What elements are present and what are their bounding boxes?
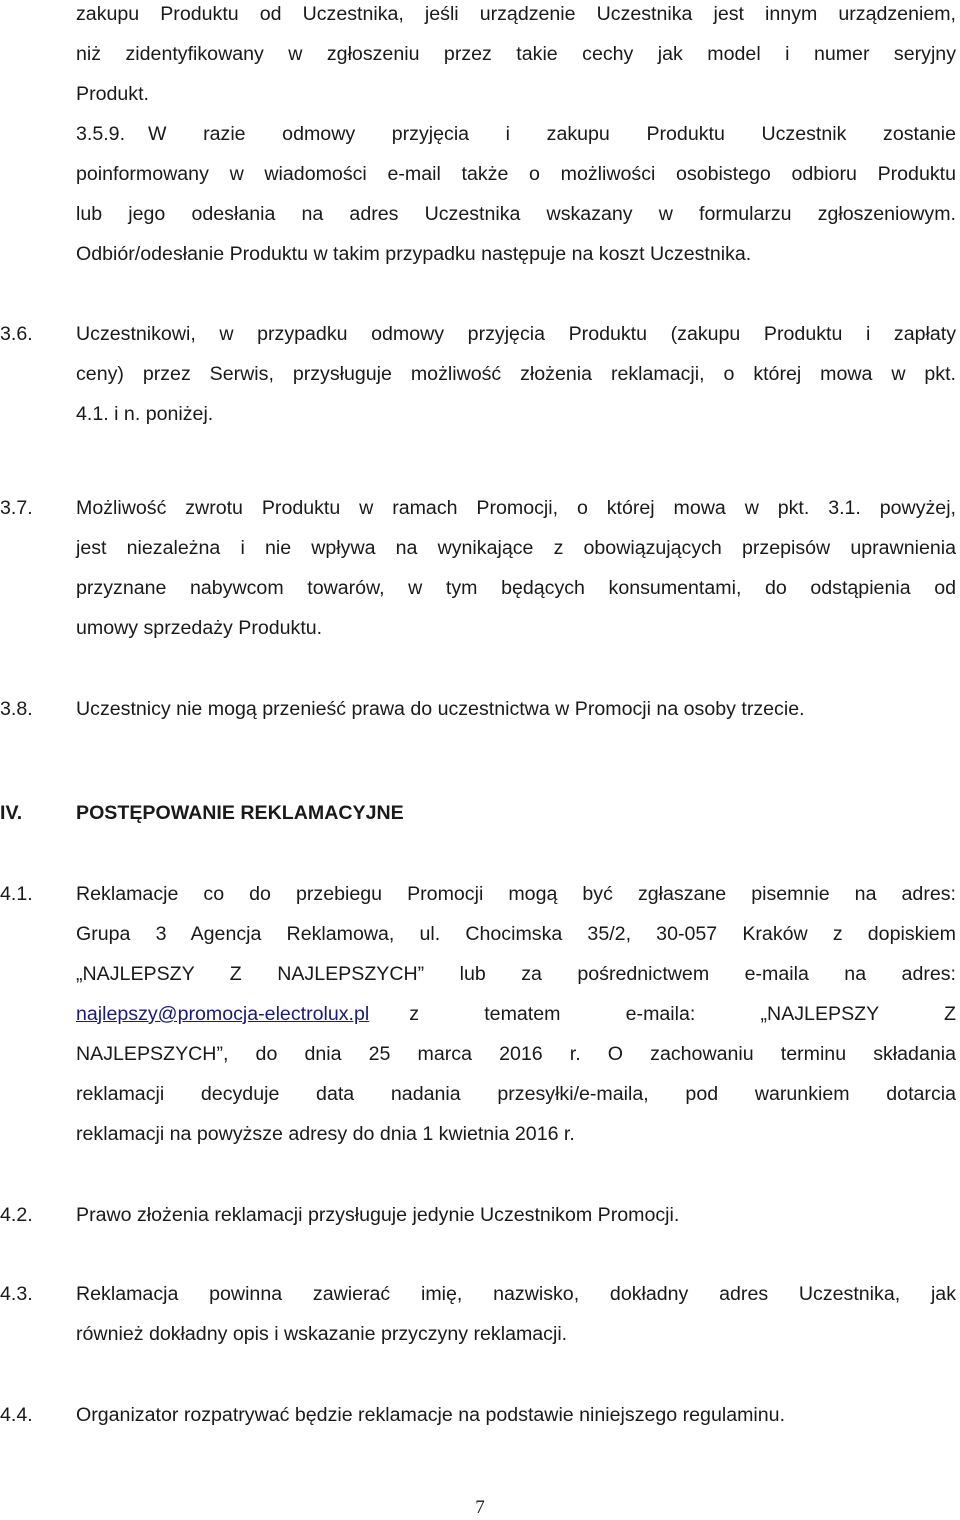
section-number-3-6: 3.6. bbox=[0, 323, 33, 345]
paragraph-line-rest: z tematem e-maila: „NAJLEPSZY Z bbox=[409, 1003, 956, 1025]
paragraph-line: niż zidentyfikowany w zgłoszeniu przez takie cechy jak model i numer seryjny bbox=[76, 43, 956, 65]
paragraph-line: poinformowany w wiadomości e-mail także o możliwości osobistego odbioru Produktu bbox=[76, 163, 956, 185]
paragraph-line: Reklamacja powinna zawierać imię, nazwisko, dokładny adres Uczestnika, jak bbox=[76, 1283, 956, 1305]
paragraph-line: W razie odmowy przyjęcia i zakupu Produktu Uczestnik zostanie bbox=[148, 123, 956, 145]
paragraph-line: jest niezależna i nie wpływa na wynikające z obowiązujących przepisów uprawnienia bbox=[76, 537, 956, 559]
paragraph-line: lub jego odesłania na adres Uczestnika wskazany w formularzu zgłoszeniowym. bbox=[76, 203, 956, 225]
paragraph-line: Możliwość zwrotu Produktu w ramach Promocji, o której mowa w pkt. 3.1. powyżej, bbox=[76, 497, 956, 519]
paragraph-line: Grupa 3 Agencja Reklamowa, ul. Chocimska 35/2, 30-057 Kraków z dopiskiem bbox=[76, 923, 956, 945]
section-heading-number: IV. bbox=[0, 802, 23, 824]
paragraph-line: Organizator rozpatrywać będzie reklamacje na podstawie niniejszego regulaminu. bbox=[76, 1404, 786, 1426]
paragraph-line: umowy sprzedaży Produktu. bbox=[76, 617, 323, 639]
section-number-3-5-9: 3.5.9. bbox=[76, 123, 126, 145]
paragraph-line: Uczestnicy nie mogą przenieść prawa do uczestnictwa w Promocji na osoby trzecie. bbox=[76, 698, 805, 720]
section-heading: POSTĘPOWANIE REKLAMACYJNE bbox=[76, 802, 404, 824]
paragraph-line: „NAJLEPSZY Z NAJLEPSZYCH” lub za pośrednictwem e-maila na adres: bbox=[76, 963, 956, 985]
paragraph-line: Produkt. bbox=[76, 83, 149, 105]
paragraph-line: Odbiór/odesłanie Produktu w takim przypadku następuje na koszt Uczestnika. bbox=[76, 243, 752, 265]
section-number-4-4: 4.4. bbox=[0, 1404, 33, 1426]
email-link[interactable]: najlepszy@promocja-electrolux.pl bbox=[76, 1003, 370, 1025]
paragraph-line: reklamacji na powyższe adresy do dnia 1 kwietnia 2016 r. bbox=[76, 1123, 575, 1145]
paragraph-line bbox=[76, 1002, 956, 1026]
paragraph-line: Uczestnikowi, w przypadku odmowy przyjęcia Produktu (zakupu Produktu i zapłaty bbox=[76, 323, 956, 345]
paragraph-line: ceny) przez Serwis, przysługuje możliwość złożenia reklamacji, o której mowa w pkt. bbox=[76, 363, 956, 385]
section-number-4-1: 4.1. bbox=[0, 883, 33, 905]
paragraph-line: Reklamacje co do przebiegu Promocji mogą być zgłaszane pisemnie na adres: bbox=[76, 883, 956, 905]
paragraph-line: 4.1. i n. poniżej. bbox=[76, 403, 214, 425]
paragraph-line: zakupu Produktu od Uczestnika, jeśli urządzenie Uczestnika jest innym urządzeniem, bbox=[76, 3, 956, 25]
paragraph-line: NAJLEPSZYCH”, do dnia 25 marca 2016 r. O zachowaniu terminu składania bbox=[76, 1043, 956, 1065]
paragraph-line: również dokładny opis i wskazanie przyczyny reklamacji. bbox=[76, 1323, 568, 1345]
paragraph-line: przyznane nabywcom towarów, w tym będących konsumentami, do odstąpienia od bbox=[76, 577, 956, 599]
section-number-4-2: 4.2. bbox=[0, 1204, 33, 1226]
paragraph-line: reklamacji decyduje data nadania przesyłki/e-maila, pod warunkiem dotarcia bbox=[76, 1083, 956, 1105]
page-number: 7 bbox=[475, 1497, 485, 1518]
paragraph-line: Prawo złożenia reklamacji przysługuje jedynie Uczestnikom Promocji. bbox=[76, 1204, 680, 1226]
section-number-3-8: 3.8. bbox=[0, 698, 33, 720]
section-number-3-7: 3.7. bbox=[0, 497, 33, 519]
section-number-4-3: 4.3. bbox=[0, 1283, 33, 1305]
